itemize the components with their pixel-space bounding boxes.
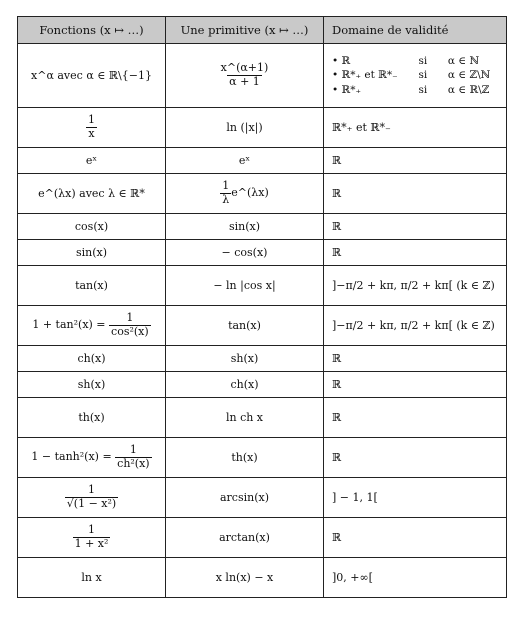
case-condition: α ∈ ℤ\ℕ <box>447 69 491 82</box>
table-row <box>18 306 507 346</box>
fraction-denominator: ch²(x) <box>117 457 150 470</box>
case-set: • ℝ*₊ et ℝ*₋ <box>332 69 398 82</box>
domain-cell: ℝ <box>324 372 507 398</box>
function-prefix: 1 + tan²(x) = <box>32 318 106 332</box>
primitive-cell: arctan(x) <box>166 518 324 558</box>
case-si: si <box>418 55 428 68</box>
domain-cell: ℝ <box>324 346 507 372</box>
function-cell <box>18 108 166 148</box>
domain-cell: ] − 1, 1[ <box>324 478 507 518</box>
primitive-cell: − cos(x) <box>166 240 324 266</box>
primitive-cell <box>166 44 324 108</box>
function-cell: sh(x) <box>18 372 166 398</box>
domain-cell: ℝ <box>324 438 507 478</box>
fraction <box>109 312 151 338</box>
domain-cell: ℝ <box>324 518 507 558</box>
table-row <box>18 240 507 266</box>
fraction-numerator: 1 <box>88 113 95 127</box>
function-cell: sin(x) <box>18 240 166 266</box>
fraction-denominator: √(1 − x²) <box>66 497 117 510</box>
table-row <box>18 438 507 478</box>
fraction-numerator: 1 <box>87 523 95 537</box>
fraction-numerator: x^(α+1) <box>220 61 269 75</box>
table-row <box>18 346 507 372</box>
fraction-denominator: λ <box>222 193 230 206</box>
function-cell <box>18 518 166 558</box>
domain-cell <box>324 44 507 108</box>
fraction-numerator: 1 <box>222 179 230 193</box>
function-prefix: 1 − tanh²(x) = <box>31 450 112 464</box>
fraction-denominator: x <box>88 127 95 140</box>
function-cell <box>18 438 166 478</box>
case-condition: α ∈ ℝ\ℤ <box>447 83 490 96</box>
function-cell: eˣ <box>18 148 166 174</box>
case-condition: α ∈ ℕ <box>447 55 480 68</box>
fraction-numerator: 1 <box>129 443 137 457</box>
fraction <box>115 444 151 470</box>
fraction <box>86 114 97 140</box>
table-row <box>18 148 507 174</box>
table-row <box>18 478 507 518</box>
function-cell: ln x <box>18 558 166 598</box>
domain-cell: ℝ <box>324 214 507 240</box>
fraction <box>65 484 118 510</box>
table-row <box>18 266 507 306</box>
table-row <box>18 174 507 214</box>
primitive-cell: ln ch x <box>166 398 324 438</box>
header-domain: Domaine de validité <box>324 17 507 44</box>
fraction <box>73 524 111 550</box>
case-si: si <box>418 83 428 96</box>
primitive-cell: ch(x) <box>166 372 324 398</box>
primitive-cell: − ln |cos x| <box>166 266 324 306</box>
function-cell: cos(x) <box>18 214 166 240</box>
domain-cell: ]−π/2 + kπ, π/2 + kπ[ (k ∈ ℤ) <box>324 306 507 346</box>
function-cell: e^(λx) avec λ ∈ ℝ* <box>18 174 166 214</box>
table-row <box>18 44 507 108</box>
header-row <box>18 17 507 44</box>
primitive-cell: sh(x) <box>166 346 324 372</box>
fraction-denominator: 1 + x² <box>74 537 109 550</box>
table-row <box>18 558 507 598</box>
fraction-numerator: 1 <box>126 311 134 325</box>
primitives-table <box>17 16 507 598</box>
domain-cell: ]0, +∞[ <box>324 558 507 598</box>
function-cell: x^α avec α ∈ ℝ\{−1} <box>18 44 166 108</box>
primitive-suffix: e^(λx) <box>231 186 269 200</box>
primitive-cell: sin(x) <box>166 214 324 240</box>
domain-cell: ℝ*₊ et ℝ*₋ <box>324 108 507 148</box>
fraction <box>219 62 271 88</box>
primitive-cell: eˣ <box>166 148 324 174</box>
header-primitive: Une primitive (x ↦ …) <box>166 17 324 44</box>
fraction-denominator: cos²(x) <box>111 325 149 338</box>
function-cell <box>18 478 166 518</box>
primitive-cell: tan(x) <box>166 306 324 346</box>
fraction <box>220 180 231 206</box>
primitive-cell: x ln(x) − x <box>166 558 324 598</box>
function-cell: ch(x) <box>18 346 166 372</box>
fraction-numerator: 1 <box>87 483 95 497</box>
function-cell: tan(x) <box>18 266 166 306</box>
case-si: si <box>418 69 428 82</box>
primitive-cell <box>166 174 324 214</box>
table-row <box>18 518 507 558</box>
header-functions: Fonctions (x ↦ …) <box>18 17 166 44</box>
table-row <box>18 108 507 148</box>
function-cell: th(x) <box>18 398 166 438</box>
table-row <box>18 372 507 398</box>
function-cell <box>18 306 166 346</box>
domain-cases <box>332 54 501 97</box>
domain-cell: ℝ <box>324 240 507 266</box>
domain-cell: ℝ <box>324 398 507 438</box>
primitive-cell: arcsin(x) <box>166 478 324 518</box>
table-row <box>18 398 507 438</box>
case-set: • ℝ <box>332 55 351 68</box>
table-row <box>18 214 507 240</box>
domain-cell: ℝ <box>324 148 507 174</box>
fraction-denominator: α + 1 <box>229 75 260 88</box>
case-set: • ℝ*₊ <box>332 83 362 96</box>
primitive-cell: th(x) <box>166 438 324 478</box>
domain-cell: ℝ <box>324 174 507 214</box>
primitive-cell: ln (|x|) <box>166 108 324 148</box>
domain-cell: ]−π/2 + kπ, π/2 + kπ[ (k ∈ ℤ) <box>324 266 507 306</box>
